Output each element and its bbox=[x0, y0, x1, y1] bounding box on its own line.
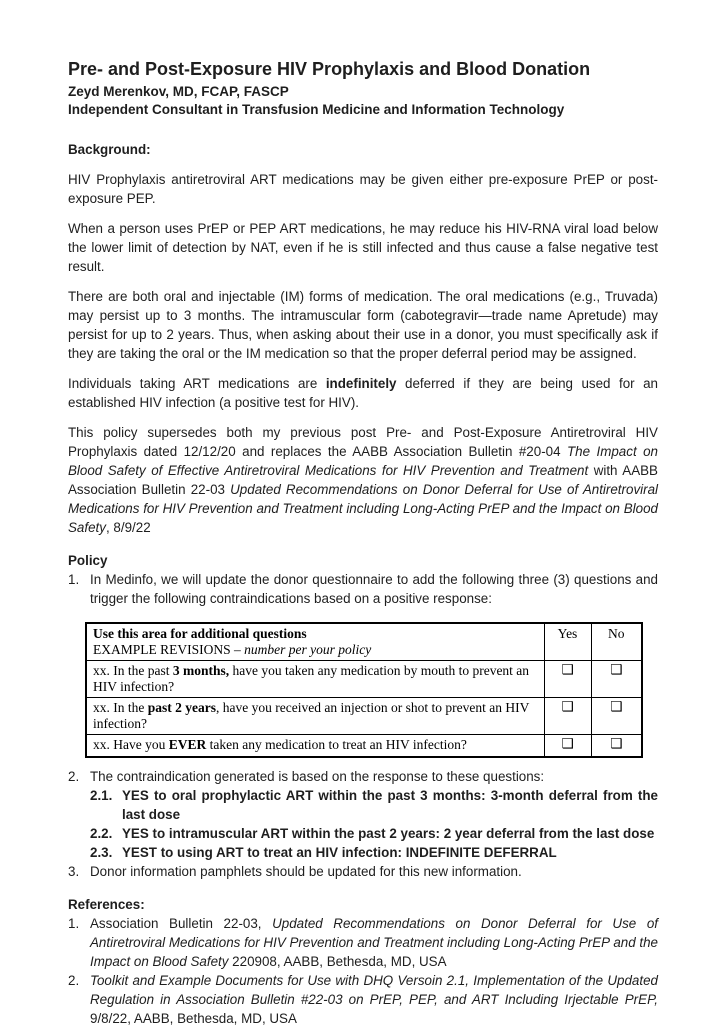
references-heading: References: bbox=[68, 896, 145, 912]
checkbox-icon: ❑ bbox=[591, 661, 642, 698]
list-number: 2.3. bbox=[90, 844, 113, 860]
text-run: Toolkit and Example Documents for Use with DHQ Versoin 2.1, Implementation of the Updated Regulation in Association Bulletin #22-03 on PrEP, PEP, and ART Including Irjectable PrEP, bbox=[90, 972, 658, 1007]
reference-item bbox=[68, 914, 658, 971]
list-number: 1. bbox=[68, 572, 80, 587]
reference-text bbox=[90, 914, 658, 971]
text-run: xx. Have you bbox=[93, 737, 169, 752]
body-paragraph bbox=[68, 423, 658, 537]
text-run: 9/8/22, AABB, Bethesda, MD, USA bbox=[90, 1010, 297, 1026]
question-text bbox=[86, 735, 544, 757]
reference-text bbox=[90, 971, 658, 1028]
policy-subitem-2-3 bbox=[90, 843, 658, 862]
checkbox-icon: ❑ bbox=[544, 661, 591, 698]
policy-subitem-2-2 bbox=[90, 824, 658, 843]
checkbox-icon: ❑ bbox=[591, 735, 642, 757]
references-list bbox=[68, 914, 658, 1028]
list-item-text: YES to oral prophylactic ART within the past 3 months: 3-month deferral from the last dose bbox=[122, 787, 658, 822]
text-run: number per your policy bbox=[244, 641, 372, 657]
table-row bbox=[86, 735, 642, 757]
text-run: xx. In the past bbox=[93, 663, 173, 678]
text-run: EVER bbox=[168, 737, 207, 752]
list-number: 1. bbox=[68, 915, 80, 931]
policy-item-1 bbox=[68, 570, 658, 608]
no-column-header: No bbox=[591, 623, 642, 661]
text-run: Association Bulletin 22-03, bbox=[90, 915, 273, 931]
list-number: 2.1. bbox=[90, 787, 113, 803]
body-paragraph bbox=[68, 374, 658, 412]
questions-table bbox=[85, 622, 643, 758]
body-paragraph bbox=[68, 287, 658, 363]
list-number: 2. bbox=[68, 768, 80, 784]
text-run: Individuals taking ART medications are bbox=[68, 376, 326, 391]
text-run: taken any medication to treat an HIV infection? bbox=[206, 737, 467, 752]
policy-subitem-2-1 bbox=[90, 786, 658, 824]
policy-item-3 bbox=[68, 862, 658, 881]
list-item-text: YES to intramuscular ART within the past 2 years: 2 year deferral from the last dose bbox=[122, 825, 655, 841]
list-item-text: In Medinfo, we will update the donor questionnaire to add the following three (3) questions and trigger the following contraindications based on a positive response: bbox=[90, 572, 658, 606]
policy-heading: Policy bbox=[68, 553, 108, 568]
text-run: The Impact on Blood Safety of Effective Antiretroviral Medications for HIV Prevention and Treatment bbox=[68, 444, 658, 478]
body-paragraph bbox=[68, 219, 658, 276]
text-run: 220908, AABB, Bethesda, MD, USA bbox=[228, 953, 447, 969]
page-title: Pre- and Post-Exposure HIV Prophylaxis and Blood Donation bbox=[68, 59, 591, 79]
text-run: Updated Recommendations on Donor Deferral for Use of Antiretroviral Medications for HIV Prevention and Treatment including Long-Acting PrEP and the Impact on Blood Safety bbox=[90, 915, 658, 969]
policy-item-2 bbox=[68, 767, 658, 786]
text-run: indefinitely bbox=[325, 376, 397, 391]
text-run: 3 months, bbox=[172, 663, 230, 678]
yes-column-header: Yes bbox=[544, 623, 591, 661]
text-run: xx. In the bbox=[93, 700, 148, 715]
table-row bbox=[86, 698, 642, 735]
table-header-question-cell bbox=[86, 623, 544, 661]
text-run: , 8/9/22 bbox=[105, 520, 151, 535]
list-number: 3. bbox=[68, 863, 80, 879]
text-run: When a person uses PrEP or PEP ART medications, he may reduce his HIV-RNA viral load below the lower limit of detection by NAT, even if he is still infected and thus cause a false negative test result. bbox=[68, 221, 658, 274]
reference-item bbox=[68, 971, 658, 1028]
background-heading: Background: bbox=[68, 142, 151, 157]
checkbox-icon: ❑ bbox=[591, 698, 642, 735]
table-header-row bbox=[86, 623, 642, 661]
text-run: EXAMPLE REVISIONS – bbox=[93, 641, 245, 657]
author-line: Zeyd Merenkov, MD, FCAP, FASCP bbox=[68, 84, 289, 99]
table-header-subtitle bbox=[93, 642, 538, 658]
list-item-text: YEST to using ART to treat an HIV infection: INDEFINITE DEFERRAL bbox=[122, 844, 557, 860]
text-run: There are both oral and injectable (IM) forms of medication. The oral medications (e.g., Truvada) may persist up to 3 months. The intramuscular form (cabotegravir—trade name Apretude) may persist for up to 2 years. Thus, when asking about their use in a donor, you must specifically ask if they are taking the oral or the IM medication so that the proper deferral period may be assigned. bbox=[68, 289, 658, 361]
text-run: Updated Recommendations on Donor Deferral for Use of Antiretroviral Medications for HIV Prevention and Treatment including Long-Acting PrEP and the Impact on Blood Safety bbox=[68, 482, 658, 535]
question-text bbox=[86, 661, 544, 698]
question-text bbox=[86, 698, 544, 735]
text-run: deferred if they are being used for an established HIV infection (a positive test for HIV). bbox=[68, 376, 658, 410]
text-run: with AABB Association Bulletin 22-03 bbox=[68, 463, 658, 497]
text-run: HIV Prophylaxis antiretroviral ART medications may be given either pre-exposure PrEP or post-exposure PEP. bbox=[68, 172, 658, 206]
list-number: 2.2. bbox=[90, 825, 113, 841]
background-paragraph bbox=[68, 170, 658, 208]
list-number: 2. bbox=[68, 972, 80, 988]
checkbox-icon: ❑ bbox=[544, 735, 591, 757]
table-row bbox=[86, 661, 642, 698]
table-header-title: Use this area for additional questions bbox=[93, 626, 307, 641]
list-item-text: The contraindication generated is based on the response to these questions: bbox=[90, 768, 545, 784]
text-run: This policy supersedes both my previous post Pre- and Post-Exposure Antiretroviral HIV Prophylaxis dated 12/12/20 and replaces the AABB Association Bulletin #20-04 bbox=[68, 425, 658, 459]
list-item-text: Donor information pamphlets should be updated for this new information. bbox=[90, 863, 522, 879]
affiliation-line: Independent Consultant in Transfusion Medicine and Information Technology bbox=[68, 102, 565, 117]
text-run: past 2 years bbox=[147, 700, 216, 715]
text-run: , have you received an injection or shot to prevent an HIV infection? bbox=[93, 700, 530, 731]
text-run: have you taken any medication by mouth to prevent an HIV infection? bbox=[93, 663, 530, 694]
checkbox-icon: ❑ bbox=[544, 698, 591, 735]
